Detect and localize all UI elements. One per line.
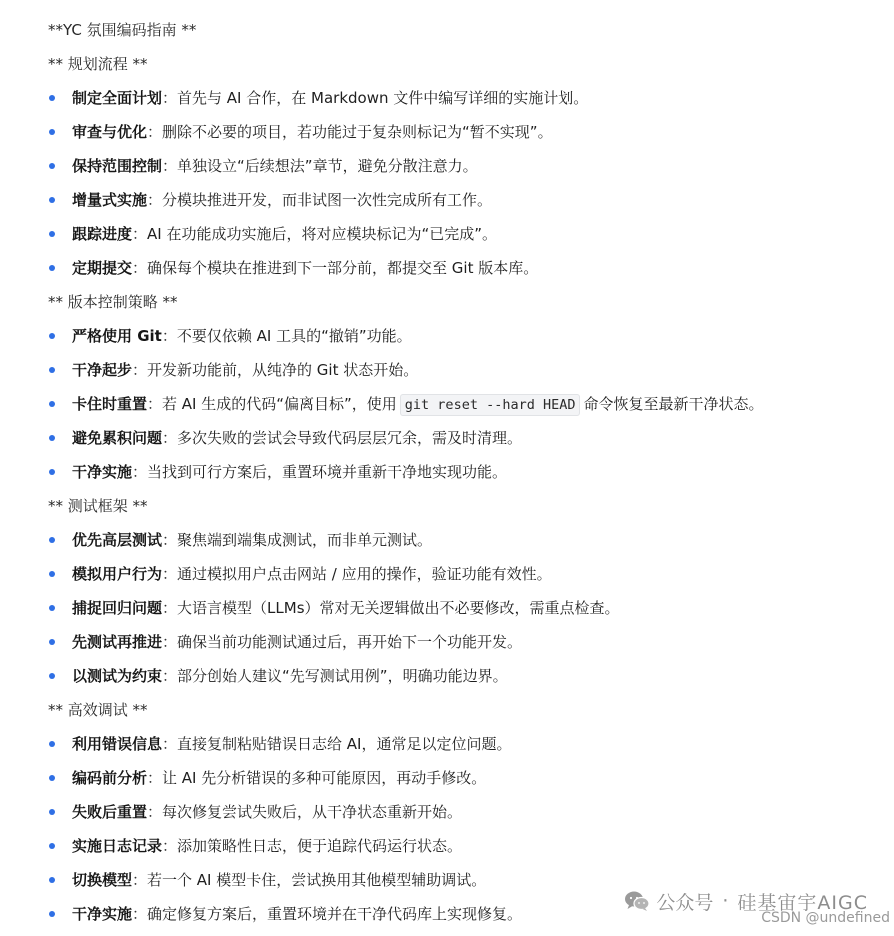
watermark-prefix: 公众号 (656, 891, 714, 914)
item-text: 不要仅依赖 AI 工具的“撤销”功能。 (176, 327, 412, 345)
item-text: 若 AI 生成的代码“偏离目标”，使用 (162, 395, 397, 413)
item-separator: ： (147, 395, 163, 413)
item-separator: ： (162, 667, 178, 685)
bullet-dot (49, 809, 55, 815)
bullet-dot (49, 231, 55, 237)
item-text: 确定修复方案后，重置环境并在干净代码库上实现修复。 (147, 905, 523, 923)
bullet-dot (49, 843, 55, 849)
item-separator: ： (147, 803, 163, 821)
list-item (0, 217, 894, 251)
item-text: AI 在功能成功实施后，将对应模块标记为“已完成”。 (147, 225, 498, 243)
bullet-dot (49, 911, 55, 917)
item-term: 切换模型 (72, 871, 133, 889)
bullet-dot (49, 673, 55, 679)
list-item (0, 115, 894, 149)
list-item (0, 761, 894, 795)
item-separator: ： (132, 871, 148, 889)
item-separator: ： (132, 463, 148, 481)
item-separator: ： (162, 565, 178, 583)
item-separator: ： (132, 905, 148, 923)
bullet-dot (49, 639, 55, 645)
doc-title: **YC 氛围编码指南 ** (48, 21, 197, 39)
list-item (0, 421, 894, 455)
list-item (0, 659, 894, 693)
item-term: 保持范围控制 (72, 157, 163, 175)
list-item (0, 183, 894, 217)
item-text: 大语言模型（LLMs）常对无关逻辑做出不必要修改，需重点检查。 (177, 599, 620, 617)
item-separator: ： (162, 157, 178, 175)
bullet-dot (49, 469, 55, 475)
list-item (0, 625, 894, 659)
item-text: 聚焦端到端集成测试，而非单元测试。 (177, 531, 433, 549)
bullet-dot (49, 605, 55, 611)
item-term: 利用错误信息 (72, 735, 163, 753)
item-separator: ： (162, 633, 178, 651)
item-separator: ： (162, 735, 178, 753)
item-separator: ： (132, 361, 148, 379)
item-term: 优先高层测试 (72, 531, 163, 549)
item-term: 模拟用户行为 (72, 565, 163, 583)
item-text: 每次修复尝试失败后，从干净状态重新开始。 (162, 803, 463, 821)
bullet-dot (49, 163, 55, 169)
bullet-dot (49, 129, 55, 135)
item-text: 多次失败的尝试会导致代码层层冗余，需及时清理。 (177, 429, 523, 447)
list-item (0, 387, 894, 421)
item-term: 干净实施 (72, 463, 133, 481)
item-text: 添加策略性日志，便于追踪代码运行状态。 (177, 837, 463, 855)
item-term: 审查与优化 (72, 123, 148, 141)
item-term: 实施日志记录 (72, 837, 163, 855)
bullet-dot (49, 333, 55, 339)
item-term: 失败后重置 (72, 803, 148, 821)
item-separator: ： (132, 259, 148, 277)
section-heading-debugging: ** 高效调试 ** (48, 701, 148, 719)
bullet-dot (49, 265, 55, 271)
list-item (0, 319, 894, 353)
item-text: 让 AI 先分析错误的多种可能原因，再动手修改。 (162, 769, 487, 787)
section-heading-planning: ** 规划流程 ** (48, 55, 148, 73)
wechat-icon (624, 890, 650, 912)
item-separator: ： (162, 429, 178, 447)
item-term: 先测试再推进 (72, 633, 163, 651)
list-item (0, 455, 894, 489)
item-term: 卡住时重置 (72, 395, 148, 413)
item-text: 部分创始人建议“先写测试用例”，明确功能边界。 (177, 667, 508, 685)
item-separator: ： (162, 599, 178, 617)
item-separator: ： (162, 89, 178, 107)
list-item (0, 829, 894, 863)
bullet-dot (49, 571, 55, 577)
watermark-dot: · (722, 890, 729, 912)
item-text: 确保当前功能测试通过后，再开始下一个功能开发。 (177, 633, 523, 651)
item-term: 跟踪进度 (72, 225, 133, 243)
item-term: 干净起步 (72, 361, 133, 379)
item-separator: ： (147, 191, 163, 209)
list-item (0, 727, 894, 761)
item-text: 单独设立“后续想法”章节，避免分散注意力。 (177, 157, 478, 175)
item-text: 通过模拟用户点击网站 / 应用的操作，验证功能有效性。 (177, 565, 552, 583)
item-separator: ： (162, 837, 178, 855)
list-item (0, 557, 894, 591)
bullet-dot (49, 95, 55, 101)
item-separator: ： (147, 769, 163, 787)
item-text: 开发新功能前，从纯净的 Git 状态开始。 (147, 361, 419, 379)
list-item (0, 591, 894, 625)
bullet-dot (49, 775, 55, 781)
item-separator: ： (147, 123, 163, 141)
list-item (0, 353, 894, 387)
bullet-dot (49, 741, 55, 747)
item-term: 增量式实施 (72, 191, 148, 209)
list-item (0, 81, 894, 115)
watermark-account-name: 硅基宙宇AIGC (737, 891, 868, 914)
inline-code: git reset --hard HEAD (400, 394, 581, 416)
item-separator: ： (161, 327, 177, 345)
item-text: 确保每个模块在推进到下一部分前，都提交至 Git 版本库。 (147, 259, 539, 277)
section-heading-version-control: ** 版本控制策略 ** (48, 293, 178, 311)
item-text: 删除不必要的项目，若功能过于复杂则标记为“暂不实现”。 (162, 123, 553, 141)
item-term: 制定全面计划 (72, 89, 163, 107)
bullet-dot (49, 401, 55, 407)
bullet-dot (49, 435, 55, 441)
item-term: 严格使用 Git (72, 327, 162, 345)
item-text: 若一个 AI 模型卡住，尝试换用其他模型辅助调试。 (147, 871, 487, 889)
list-item (0, 149, 894, 183)
bullet-dot (49, 367, 55, 373)
item-text: 直接复制粘贴错误日志给 AI，通常足以定位问题。 (177, 735, 512, 753)
item-separator: ： (132, 225, 148, 243)
item-term: 干净实施 (72, 905, 133, 923)
bullet-dot (49, 877, 55, 883)
item-term: 避免累积问题 (72, 429, 163, 447)
item-term: 定期提交 (72, 259, 133, 277)
section-heading-testing: ** 测试框架 ** (48, 497, 148, 515)
item-text-after: 命令恢复至最新干净状态。 (583, 395, 764, 413)
document-body (0, 13, 894, 931)
item-text: 首先与 AI 合作，在 Markdown 文件中编写详细的实施计划。 (177, 89, 589, 107)
item-separator: ： (162, 531, 178, 549)
item-term: 编码前分析 (72, 769, 148, 787)
list-item (0, 251, 894, 285)
item-text: 当找到可行方案后，重置环境并重新干净地实现功能。 (147, 463, 508, 481)
item-text: 分模块推进开发，而非试图一次性完成所有工作。 (162, 191, 493, 209)
list-item (0, 523, 894, 557)
bullet-dot (49, 197, 55, 203)
bullet-dot (49, 537, 55, 543)
list-item (0, 795, 894, 829)
item-term: 以测试为约束 (72, 667, 163, 685)
item-term: 捕捉回归问题 (72, 599, 163, 617)
csdn-watermark: CSDN @undefined (761, 910, 890, 926)
